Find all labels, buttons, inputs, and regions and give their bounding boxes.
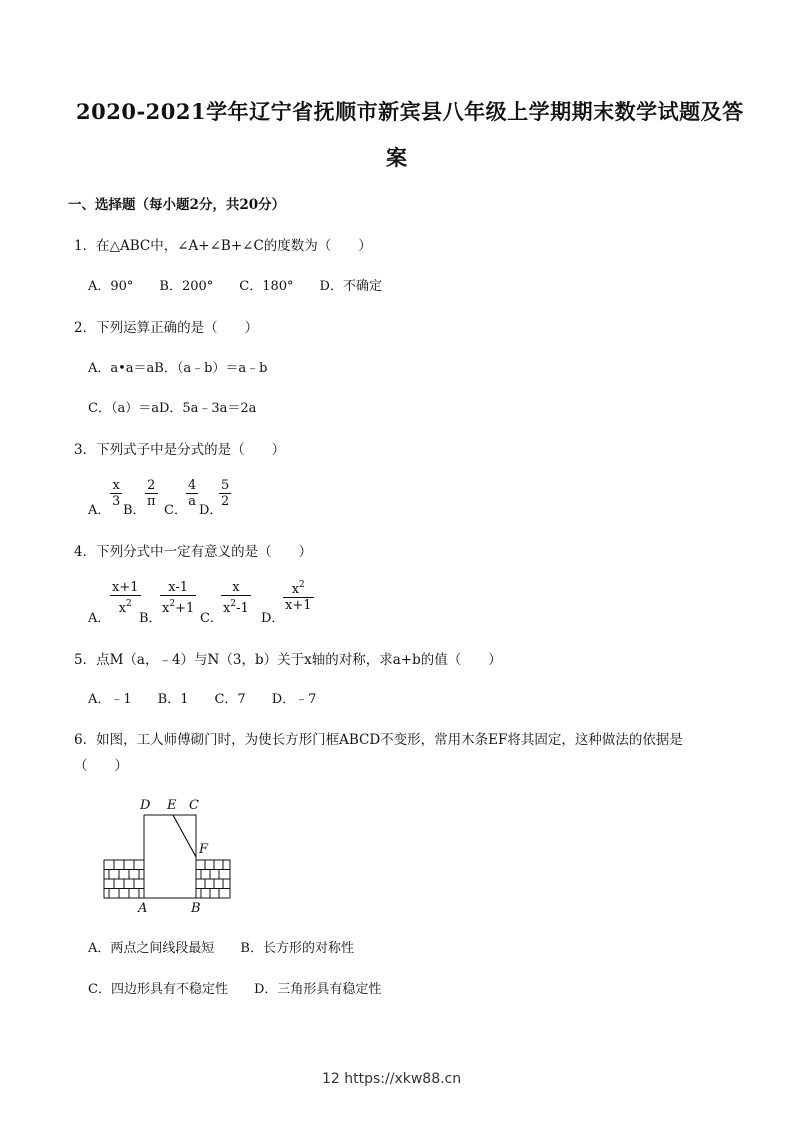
q4-fraction-a [110,580,141,617]
q6-stem-line1: 6．如图，工人师傅砌门时，为使长方形门框ABCD不变形，常用木条EF将其固定，这种做法的依据是 [74,732,683,748]
q3-stem: 3．下列式子中是分式的是（ ） [74,442,286,458]
q1-options: A．90° B．200° C．180° D．不确定 [88,279,382,294]
q3-fraction-c [186,478,198,510]
numerator: 4 [188,478,197,493]
q4-fraction-b [160,580,196,617]
q3-fraction-b [145,478,158,510]
q1-stem: 1．在△ABC中，∠A+∠B+∠C的度数为（ ） [74,238,372,254]
q3-label-c: C． [164,503,187,518]
denominator [110,596,141,617]
label-e: E [167,798,177,813]
q4-label-d: D． [261,611,285,626]
numerator: x+1 [112,580,139,595]
label-a: A [138,901,148,916]
denominator: 3 [112,494,121,509]
exponent: 2 [299,580,305,590]
exponent: 2 [126,599,132,609]
q4-label-a: A． [88,611,111,626]
q2-options-ab: A．a•a＝aB．（a﹣b）＝a﹣b [88,361,268,376]
denominator: π [147,494,156,509]
base: x [118,601,127,616]
q3-label-d: D． [199,503,223,518]
q6-stem-line2: （ ） [74,758,128,774]
label-c: C [189,798,199,813]
denominator [221,596,251,617]
q4-stem: 4．下列分式中一定有意义的是（ ） [74,544,313,560]
base: x [223,601,231,616]
q2-options-cd: C．（a）＝aD．5a﹣3a＝2a [88,401,257,416]
q4-label-b: B． [139,611,162,626]
numerator: x [110,478,122,494]
q5-options: A．﹣1 B．1 C．7 D．﹣7 [88,692,317,707]
numerator: x-1 [160,580,196,596]
door-frame-figure [98,792,238,917]
numerator: 5 [221,478,230,493]
paper-title-line1: 2020-2021学年辽宁省抚顺市新宾县八年级上学期期末数学试题及答 [76,99,744,124]
q6-options-ab: A．两点之间线段最短 B．长方形的对称性 [88,941,354,956]
base: x [291,582,300,597]
denominator: x+1 [285,598,312,613]
q5-stem: 5．点M（a，﹣4）与N（3，b）关于x轴的对称，求a+b的值（ ） [74,652,502,668]
q3-label-a: A． [88,503,111,518]
label-b: B [191,901,201,916]
paper-title-line2: 案 [386,145,408,170]
q4-label-c: C． [200,611,223,626]
exponent: 2 [230,599,237,609]
denominator: a [188,494,197,509]
label-f: F [199,842,209,857]
numerator: x [221,580,251,596]
q3-label-b: B． [123,503,146,518]
exponent: 2 [169,599,176,609]
q6-options-cd: C．四边形具有不稳定性 D．三角形具有稳定性 [88,982,382,997]
denominator [160,596,196,617]
denominator: 2 [221,494,230,509]
q4-fraction-c [221,580,251,617]
q4-fraction-d [283,578,314,614]
door-frame-abcd [144,815,196,898]
tail: +1 [175,601,195,616]
q2-stem: 2．下列运算正确的是（ ） [74,320,259,336]
base: x [162,601,170,616]
q3-fraction-d [219,478,231,510]
numerator [283,578,314,598]
label-d: D [140,798,151,813]
numerator: 2 [145,478,158,494]
section-heading: 一、选择题（每小题2分，共20分） [68,197,286,213]
page-footer: 12 https://xkw88.cn [322,1071,462,1087]
q3-fraction-a [110,478,122,510]
tail: -1 [236,601,249,616]
